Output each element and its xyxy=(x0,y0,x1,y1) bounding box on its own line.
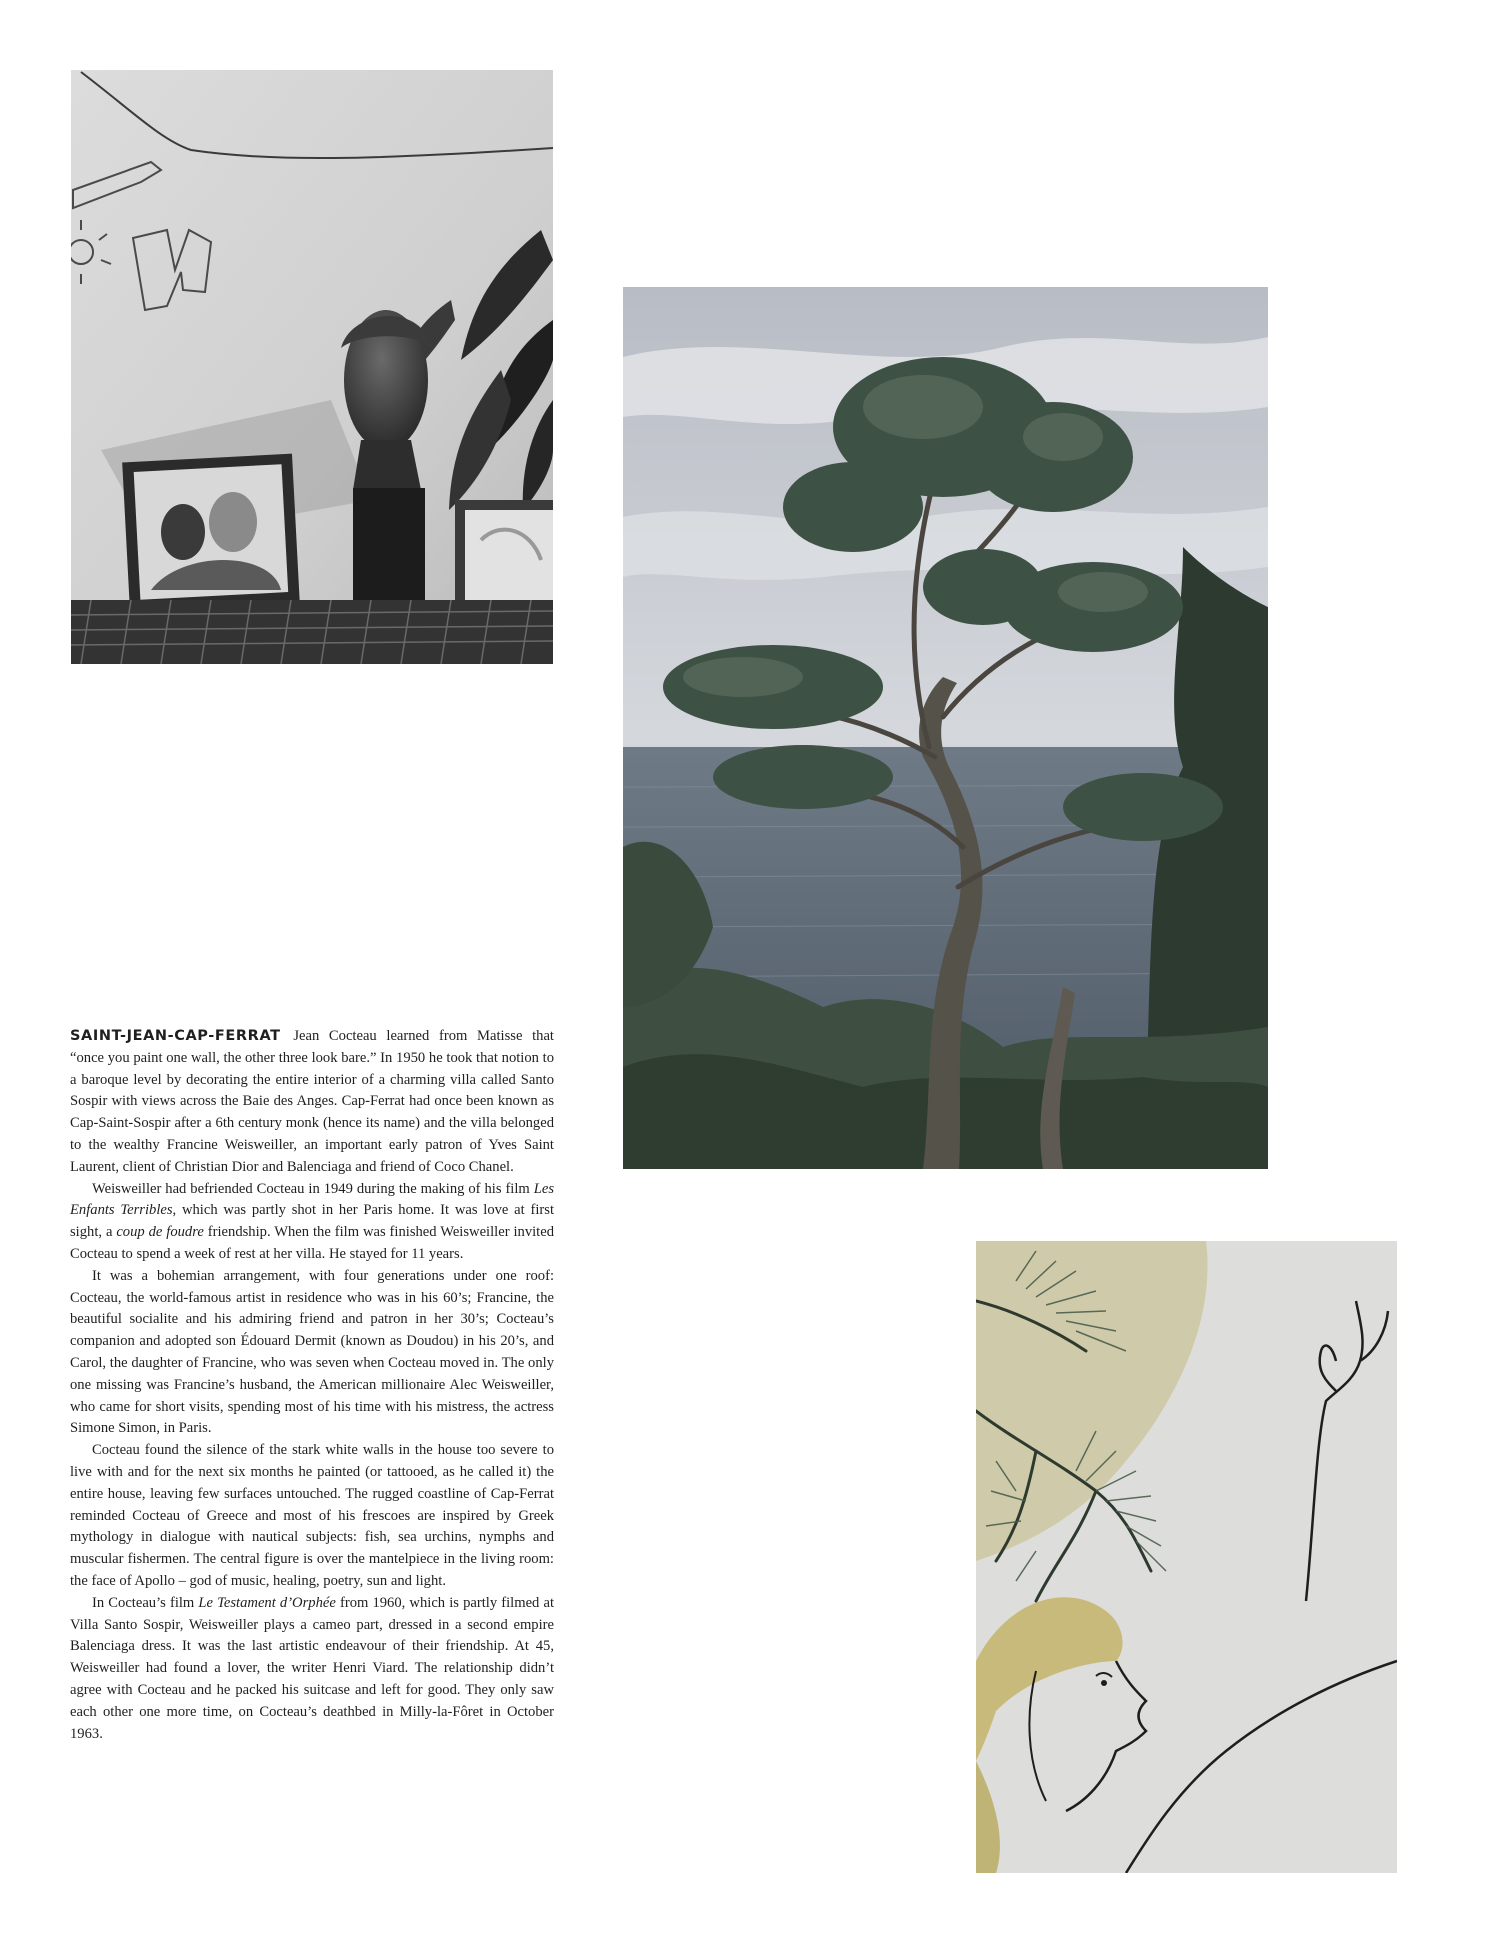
article-paragraph-1 xyxy=(70,1026,554,1179)
paragraph-2-text-a: Weisweiller had befriended Cocteau in 1949 during the making of his film xyxy=(92,1180,534,1197)
article-paragraph-2 xyxy=(70,1179,554,1266)
film-title-le-testament-dorphee: Le Testament d’Orphée xyxy=(198,1594,336,1611)
paragraph-1-text: Jean Cocteau learned from Matisse that “once you paint one wall, the other three look bare.” In 1950 he took that notion to a baroque level by decorating the entire interior of a charming villa called Santo Sospir with views across the Baie des Anges. Cap-Ferrat had once been known as Cap-Saint-Sospir after a 6th century monk (hence its name) and the villa belonged to the wealthy Francine Weisweiller, an important early patron of Yves Saint Laurent, client of Christian Dior and Balenciaga and friend of Coco Chanel. xyxy=(70,1028,554,1175)
paragraph-2-text-c: friendship. When the film was finished Weisweiller invited Cocteau to spend a week of rest at her villa. He stayed for 11 years. xyxy=(70,1224,554,1262)
paragraph-2-text-b: , which was partly shot in her Paris home. It was love at first sight, a xyxy=(70,1202,554,1241)
paragraph-5-text-b: from 1960, which is partly filmed at Villa Santo Sospir, Weisweiller plays a cameo part, dressed in a second empire Balenciaga dress. It was the last artistic endeavour of their friendship. At 45, Weisweiller had found a lover, the writer Henri Viard. The relationship didn’t agree with Cocteau and he packed his suitcase and left for good. They only saw each other one more time, on Cocteau’s deathbed in Milly-la-Fôret in October 1963. xyxy=(70,1594,554,1742)
article-paragraph-5 xyxy=(70,1593,554,1746)
film-title-les-enfants-terribles: Les Enfants Terribles xyxy=(70,1180,554,1219)
phrase-coup-de-foudre: coup de foudre xyxy=(116,1224,204,1241)
pine-tree-photo-graphic xyxy=(623,287,1268,1169)
article-paragraph-4: Cocteau found the silence of the stark white walls in the house too severe to live with and for the next six months he painted (or tattooed, as he called it) the entire house, leaving few surfaces untouched. The rugged coastline of Cap-Ferrat reminded Cocteau of Greece and most of his frescoes are inspired by Greek mythology in dialogue with nautical subjects: fish, sea urchins, nymphs and muscular fishermen. The central figure is over the mantelpiece in the living room: the face of Apollo – god of music, healing, poetry, sun and light. xyxy=(70,1442,554,1589)
interior-photo xyxy=(71,70,553,664)
article-body xyxy=(70,1026,554,1745)
article-kicker: SAINT-JEAN-CAP-FERRAT xyxy=(70,1028,281,1044)
fresco-detail-photo-graphic xyxy=(976,1241,1397,1873)
paragraph-5-text-a: In Cocteau’s film xyxy=(92,1594,199,1611)
pine-tree-photo xyxy=(623,287,1268,1169)
article-paragraph-3: It was a bohemian arrangement, with four generations under one roof: Cocteau, the world-famous artist in residence who was in his 60’s; Francine, the beautiful socialite and his admiring friend and patron in her 30’s; Cocteau’s companion and adopted son Édouard Dermit (known as Doudou) in his 20’s, and Carol, the daughter of Francine, who was seven when Cocteau moved in. The only one missing was Francine’s husband, the American millionaire Alec Weisweiller, who came for short visits, spending most of his time with his mistress, the actress Simone Simon, in Paris. xyxy=(70,1267,554,1437)
fresco-detail-photo xyxy=(976,1241,1397,1873)
interior-photo-graphic xyxy=(71,70,553,664)
